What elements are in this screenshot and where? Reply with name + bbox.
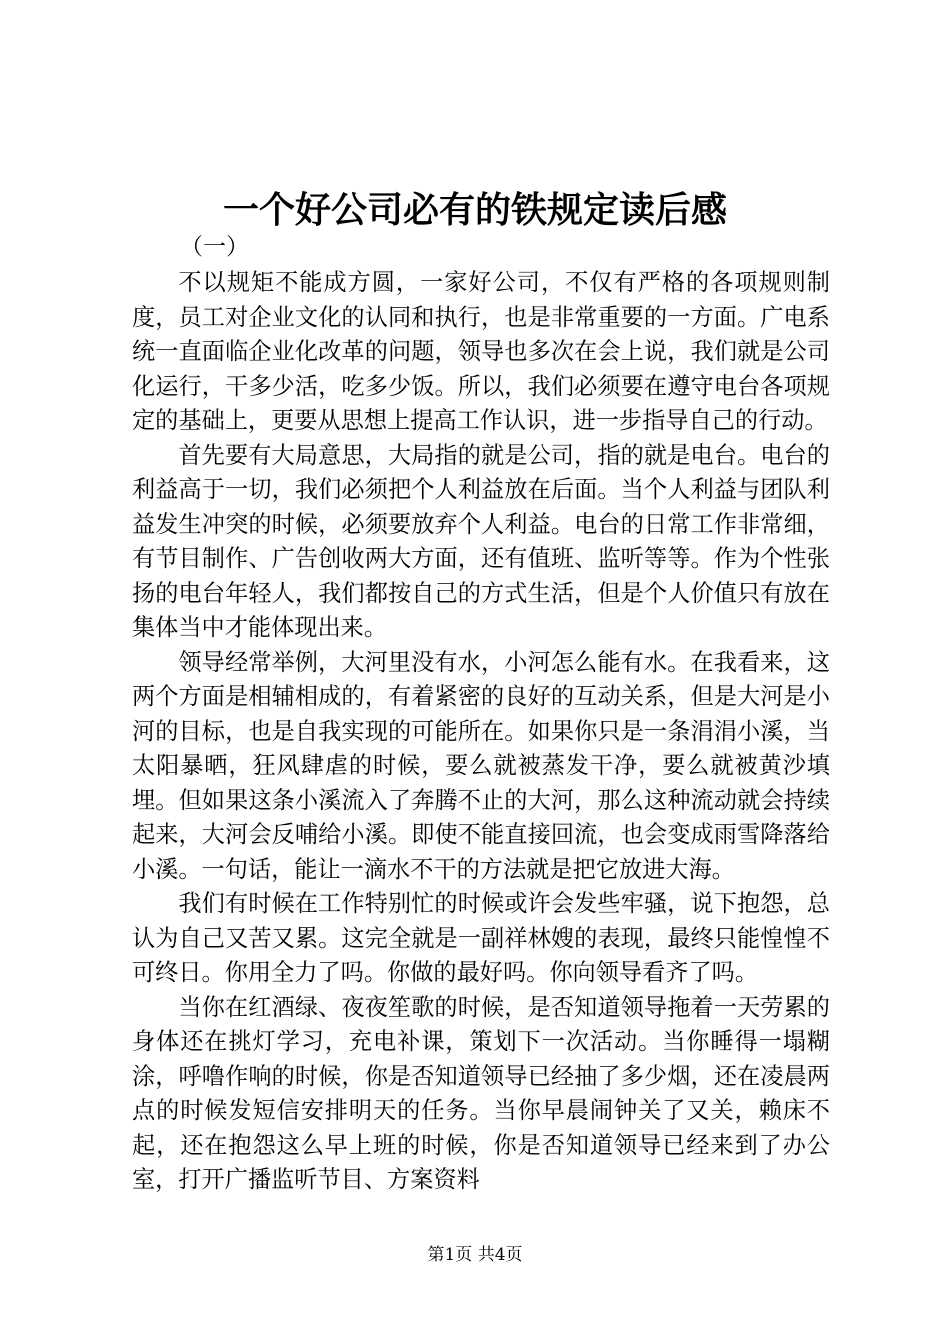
- document-title: 一个好公司必有的铁规定读后感: [222, 189, 727, 231]
- section-label: （一）: [180, 234, 249, 260]
- page-footer: 第1页 共4页: [427, 1245, 523, 1265]
- paragraph: 领导经常举例，大河里没有水，小河怎么能有水。在我看来，这两个方面是相辅相成的，有着紧密的良好的互动关系，但是大河是小河的目标，也是自我实现的可能所在。如果你只是一条涓涓小溪，当太阳暴晒，狂风肆虐的时候，要么就被蒸发干净，要么就被黄沙填埋。但如果这条小溪流入了奔腾不止的大河，那么这种流动就会持续起来，大河会反哺给小溪。即使不能直接回流，也会变成雨雪降落给小溪。一句话，能让一滴水不干的方法就是把它放进大海。: [132, 648, 830, 883]
- paragraph: 我们有时候在工作特别忙的时候或许会发些牢骚，说下抱怨，总认为自己又苦又累。这完全就是一副祥林嫂的表现，最终只能惶惶不可终日。你用全力了吗。你做的最好吗。你向领导看齐了吗。: [132, 890, 830, 986]
- paragraph: 当你在红酒绿、夜夜笙歌的时候，是否知道领导拖着一天劳累的身体还在挑灯学习，充电补课，策划下一次活动。当你睡得一塌糊涂，呼噜作响的时候，你是否知道领导已经抽了多少烟，还在凌晨两点的时候发短信安排明天的任务。当你早晨闹钟关了又关，赖床不起，还在抱怨这么早上班的时候，你是否知道领导已经来到了办公室，打开广播监听节目、方案资料: [132, 993, 830, 1193]
- document-body: [132, 266, 830, 1198]
- paragraph: 首先要有大局意思，大局指的就是公司，指的就是电台。电台的利益高于一切，我们必须把个人利益放在后面。当个人利益与团队利益发生冲突的时候，必须要放弃个人利益。电台的日常工作非常细，有节目制作、广告创收两大方面，还有值班、监听等等。作为个性张扬的电台年轻人，我们都按自己的方式生活，但是个人价值只有放在集体当中才能体现出来。: [132, 441, 830, 641]
- paragraph: 不以规矩不能成方圆，一家好公司，不仅有严格的各项规则制度，员工对企业文化的认同和执行，也是非常重要的一方面。广电系统一直面临企业化改革的问题，领导也多次在会上说，我们就是公司化运行，干多少活，吃多少饭。所以，我们必须要在遵守电台各项规定的基础上，更要从思想上提高工作认识，进一步指导自己的行动。: [132, 269, 830, 434]
